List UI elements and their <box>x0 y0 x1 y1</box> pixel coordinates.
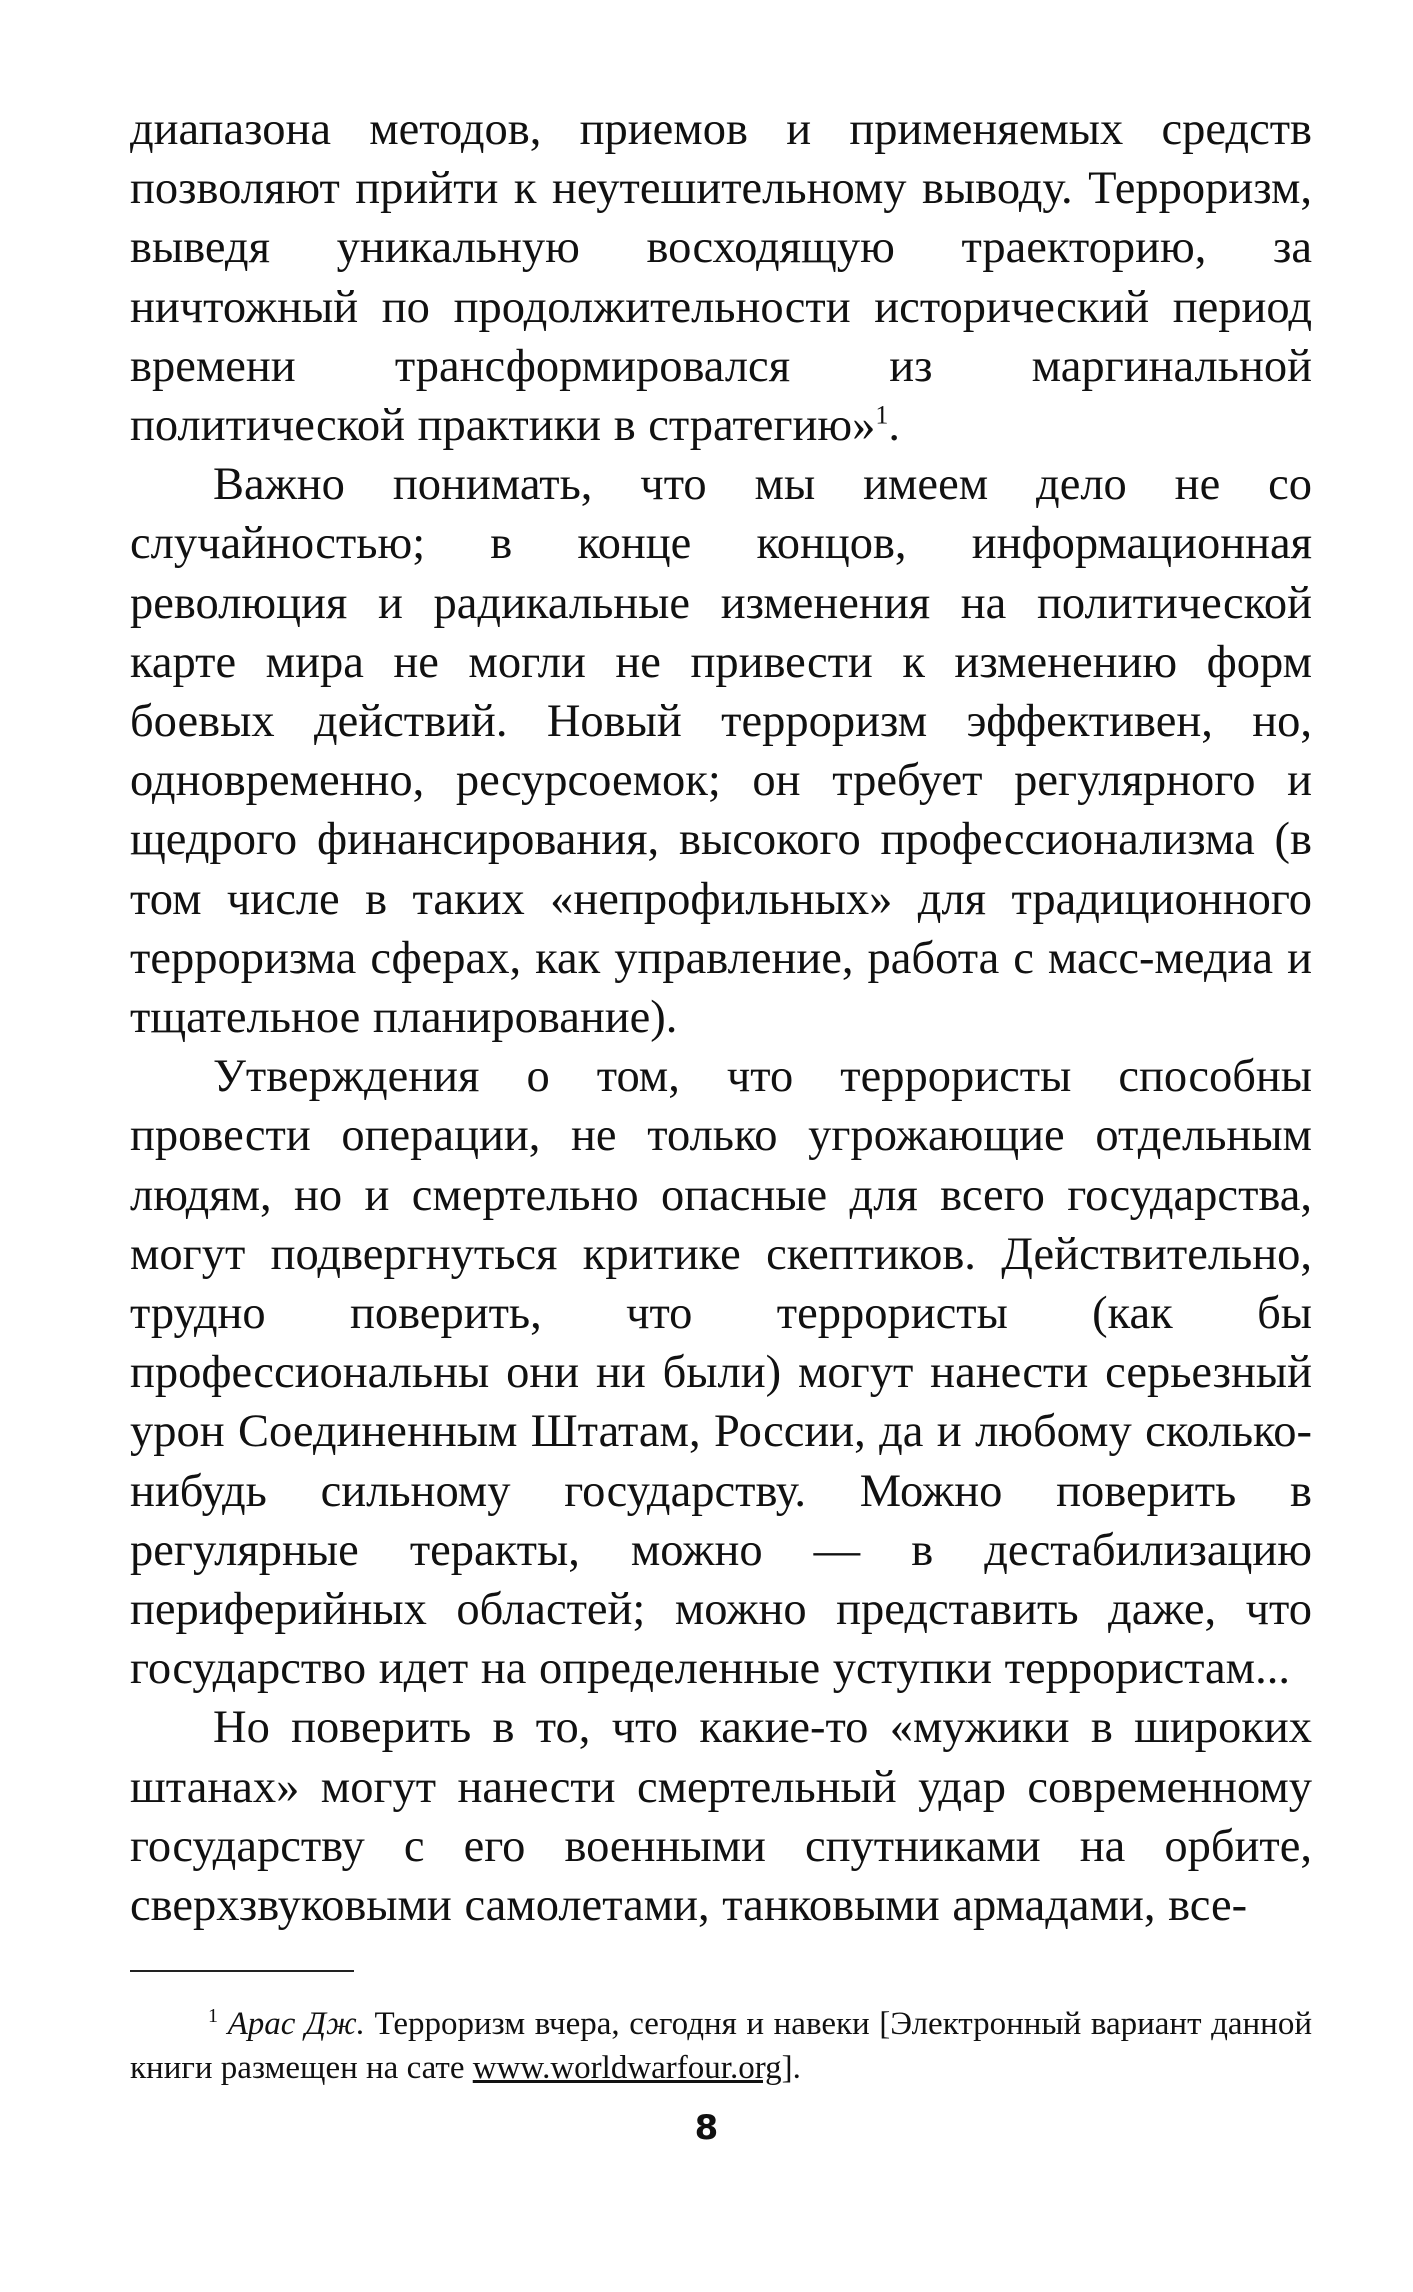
page-number: 8 <box>694 2108 719 2148</box>
paragraph-3: Утверждения о том, что террористы способны провести операции, не только угрожающие отдельным людям, но и смертельно опасные для всего государства, могут подвергнуться критике скептиков. Действительно, трудно поверить, что террористы (как бы профессиональны они ни были) могут нанести серьезный урон Соединенным Штатам, России, да и любому сколько-нибудь сильному государству. Можно поверить в регулярные теракты, можно — в дестабилизацию периферийных областей; можно представить даже, что государство идет на определенные уступки террористам... <box>130 1051 1312 1695</box>
footnote-mark: 1 <box>208 2005 218 2027</box>
main-text <box>130 100 1312 1935</box>
footnote-author: Арас Дж. <box>227 2006 365 2042</box>
paragraph-1 <box>130 100 1312 455</box>
paragraph-4: Но поверить в то, что какие-то «мужики в широких штанах» могут нанести смертельный удар современному государству с его военными спутниками на орбите, сверхзвуковыми самолетами, танковыми армадами, все- <box>130 1702 1312 1932</box>
footnote-closing: ]. <box>781 2050 801 2086</box>
footnote <box>130 2002 1312 2090</box>
paragraph-1-end: . <box>888 400 901 452</box>
paragraph-2: Важно понимать, что мы имеем дело не со случайностью; в конце концов, информационная революция и радикальные изменения на политической карте мира не могли не привести к изменению форм боевых действий. Новый терроризм эффективен, но, одновременно, ресурсоемок; он требует регулярного и щедрого финансирования, высокого профессионализма (в том числе в таких «непрофильных» для традиционного терроризма сферах, как управление, работа с масс-медиа и тщательное планирование). <box>130 459 1312 1044</box>
footnote-reference[interactable]: 1 <box>875 400 889 430</box>
footnote-text: Терроризм вчера, сегодня и навеки [Электронный вариант данной книги размещен на сате <box>130 2006 1313 2086</box>
footnote-link[interactable]: www.worldwarfour.org <box>472 2050 782 2086</box>
paragraph-1-text: диапазона методов, приемов и применяемых средств позволяют прийти к неутешительному выводу. Терроризм, выведя уникальную восходящую траекторию, за ничтожный по продолжительности исторический период времени трансформировался из маргинальной политической практики в стратегию» <box>130 104 1312 452</box>
footnote-divider <box>130 1970 354 1972</box>
